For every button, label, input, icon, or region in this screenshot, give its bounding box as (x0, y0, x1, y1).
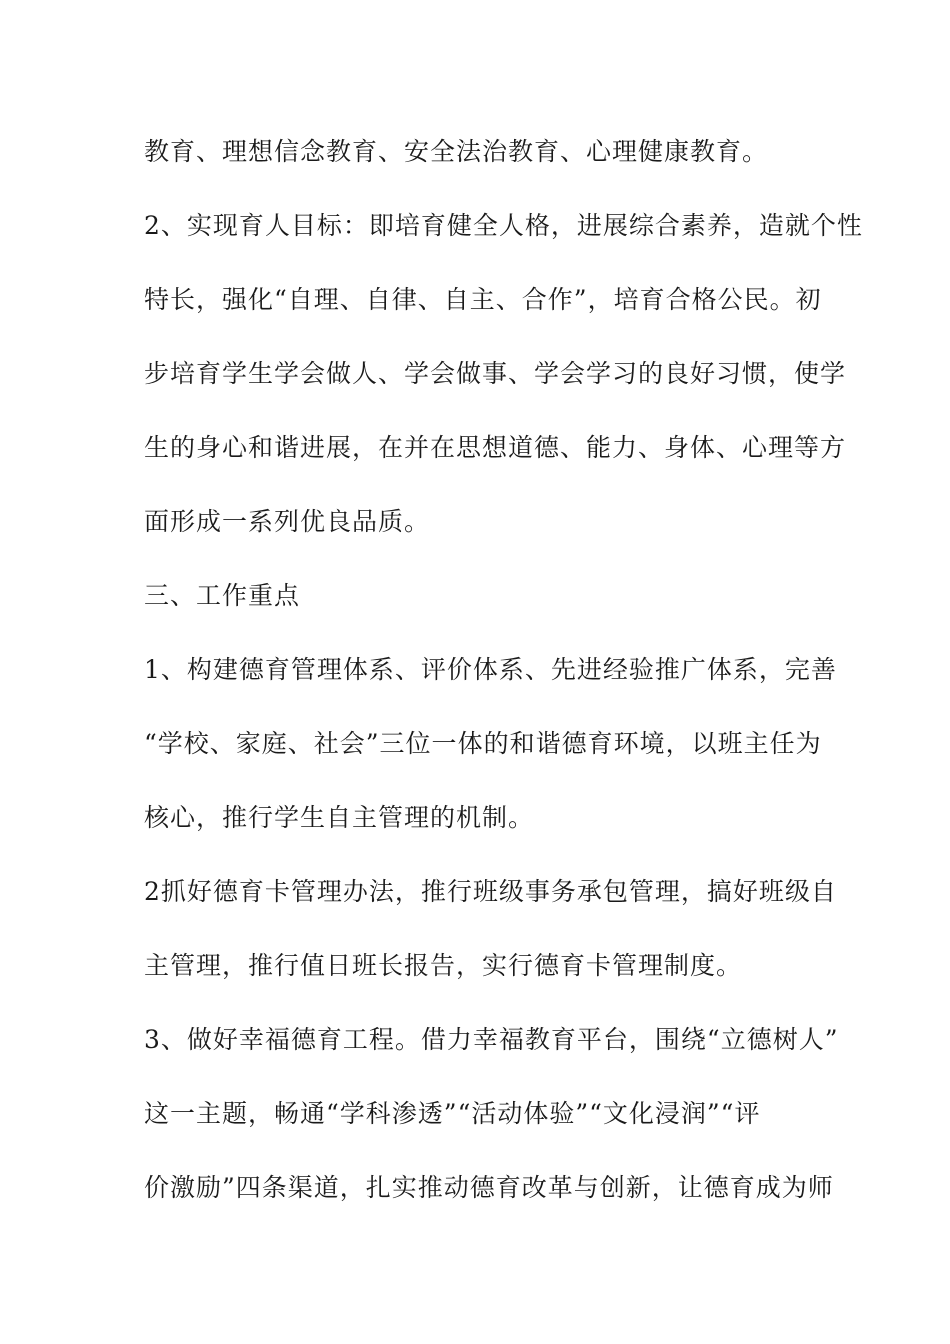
text-line: 价激励”四条渠道，扎实推动德育改革与创新，让德育成为师 (144, 1173, 834, 1202)
text-line: 这一主题，畅通“学科渗透”“活动体验”“文化浸润”“评 (144, 1099, 761, 1128)
text-line: “学校、家庭、社会”三位一体的和谐德育环境，以班主任为 (144, 729, 822, 758)
text-line: 2抓好德育卡管理办法，推行班级事务承包管理，搞好班级自 (144, 877, 837, 906)
text-line: 特长，强化“自理、自律、自主、合作”，培育合格公民。初 (144, 285, 822, 314)
text-line: 教育、理想信念教育、安全法治教育、心理健康教育。 (144, 137, 769, 166)
text-line: 核心，推行学生自主管理的机制。 (144, 803, 535, 832)
text-line: 2、实现育人目标：即培育健全人格，进展综合素养，造就个性 (144, 211, 863, 240)
text-line: 生的身心和谐进展，在并在思想道德、能力、身体、心理等方 (144, 433, 847, 462)
text-line: 面形成一系列优良品质。 (144, 507, 431, 536)
text-line: 1、构建德育管理体系、评价体系、先进经验推广体系，完善 (144, 655, 837, 684)
section-heading: 三、工作重点 (144, 581, 301, 610)
text-line: 主管理，推行值日班长报告，实行德育卡管理制度。 (144, 951, 743, 980)
text-line: 步培育学生学会做人、学会做事、学会学习的良好习惯，使学 (144, 359, 847, 388)
text-line: 3、做好幸福德育工程。借力幸福教育平台，围绕“立德树人” (144, 1025, 839, 1054)
